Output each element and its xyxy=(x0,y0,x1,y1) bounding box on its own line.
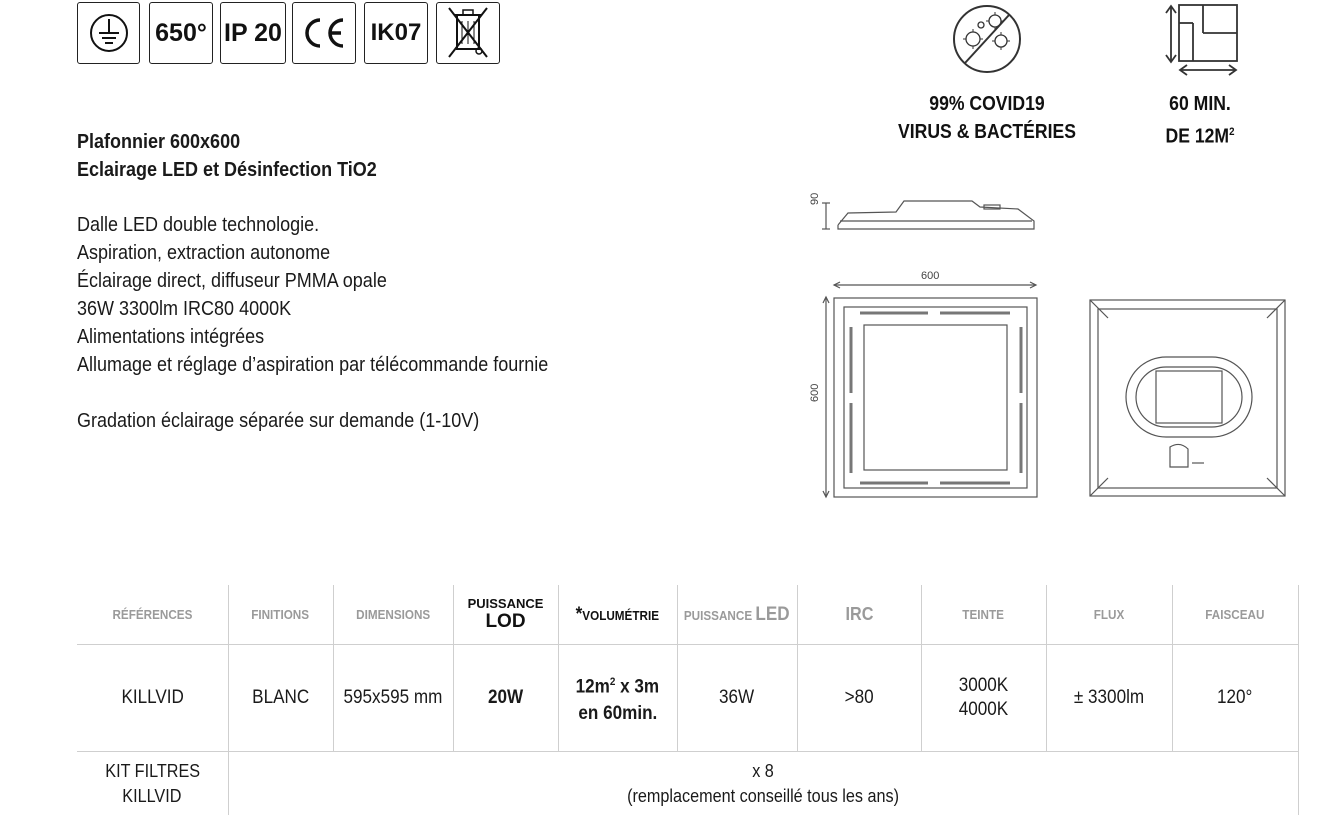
desc-line: Gradation éclairage séparée sur demande (1-10V) xyxy=(77,410,480,432)
header-finitions: FINITIONS xyxy=(228,585,333,645)
table-right-edge xyxy=(1298,752,1299,816)
header-teinte: TEINTE xyxy=(921,585,1046,645)
dim-side-label: 600 xyxy=(809,383,821,402)
temperature-650-badge xyxy=(149,2,213,64)
dim-height-label: 90 xyxy=(809,192,821,205)
cell-ref: KILLVID xyxy=(77,645,228,752)
cell-teinte: 3000K 4000K xyxy=(921,645,1046,752)
header-faisceau: FAISCEAU xyxy=(1172,585,1298,645)
header-references: RÉFÉRENCES xyxy=(112,607,193,622)
cell-finish: BLANC xyxy=(228,645,333,752)
header-irc: IRC xyxy=(797,585,921,645)
ip-label: IP 20 xyxy=(224,18,282,47)
cell-dims: 595x595 mm xyxy=(333,645,453,752)
table-right-edge xyxy=(1298,585,1299,645)
room-line1: 60 MIN. xyxy=(1169,93,1231,115)
spec-table xyxy=(77,585,1299,815)
ip20-badge xyxy=(220,2,286,64)
technical-drawing xyxy=(800,185,1300,515)
header-dimensions: DIMENSIONS xyxy=(333,585,453,645)
earth-ground-icon xyxy=(77,2,140,64)
table-header-row xyxy=(77,585,1299,645)
dim-width-label: 600 xyxy=(921,270,940,282)
ce-mark-icon xyxy=(299,16,349,50)
ik-label: IK07 xyxy=(370,19,422,46)
cell-irc: >80 xyxy=(797,645,921,752)
ik07-badge xyxy=(364,2,428,64)
covid-line2: VIRUS & BACTÉRIES xyxy=(898,121,1076,143)
cell-flux: ± 3300lm xyxy=(1046,645,1172,752)
header-volumetrie: *VOLUMÉTRIE xyxy=(558,585,677,645)
product-title-line2: Eclairage LED et Désinfection TiO2 xyxy=(77,159,377,181)
desc-line: Éclairage direct, diffuseur PMMA opale xyxy=(77,270,387,292)
desc-line: Alimentations intégrées xyxy=(77,326,265,348)
room-dimension-icon xyxy=(1163,3,1243,84)
temperature-label: 650° xyxy=(155,18,207,47)
cell-kit-ref: KIT FILTRES KILLVID xyxy=(104,760,200,806)
desc-line: Allumage et réglage d’aspiration par télécommande fournie xyxy=(77,354,549,376)
cell-lod: 20W xyxy=(453,645,558,752)
cell-volumetrie: $12m^2$ x 3m en 60min. xyxy=(558,645,677,752)
header-puissance-led: PUISSANCE LED xyxy=(677,585,797,645)
crossed-bin-icon xyxy=(436,2,500,64)
room-line2: DE $12M^2$ xyxy=(1165,125,1235,148)
table-row xyxy=(77,752,1299,816)
header-puissance-lod: PUISSANCE LOD xyxy=(453,585,558,645)
desc-line xyxy=(77,379,548,407)
room-feature-label xyxy=(1147,90,1253,151)
product-title xyxy=(77,128,377,184)
cell-kit-qty: x 8 (remplacement conseillé tous les ans) xyxy=(228,752,1298,816)
product-title-line1: Plafonnier 600x600 xyxy=(77,131,241,153)
cell-led: 36W xyxy=(677,645,797,752)
covid-line1: 99% COVID19 xyxy=(929,93,1045,115)
header-flux: FLUX xyxy=(1046,585,1172,645)
table-right-edge xyxy=(1298,645,1299,752)
table-row xyxy=(77,645,1299,752)
covid-feature-label xyxy=(893,90,1081,146)
desc-line: 36W 3300lm IRC80 4000K xyxy=(77,298,292,320)
product-description xyxy=(77,211,548,435)
virus-bacteria-icon xyxy=(951,3,1023,80)
desc-line: Dalle LED double technologie. xyxy=(77,214,320,236)
cell-faisceau: 120° xyxy=(1172,645,1298,752)
ce-mark-badge xyxy=(292,2,356,64)
desc-line: Aspiration, extraction autonome xyxy=(77,242,331,264)
